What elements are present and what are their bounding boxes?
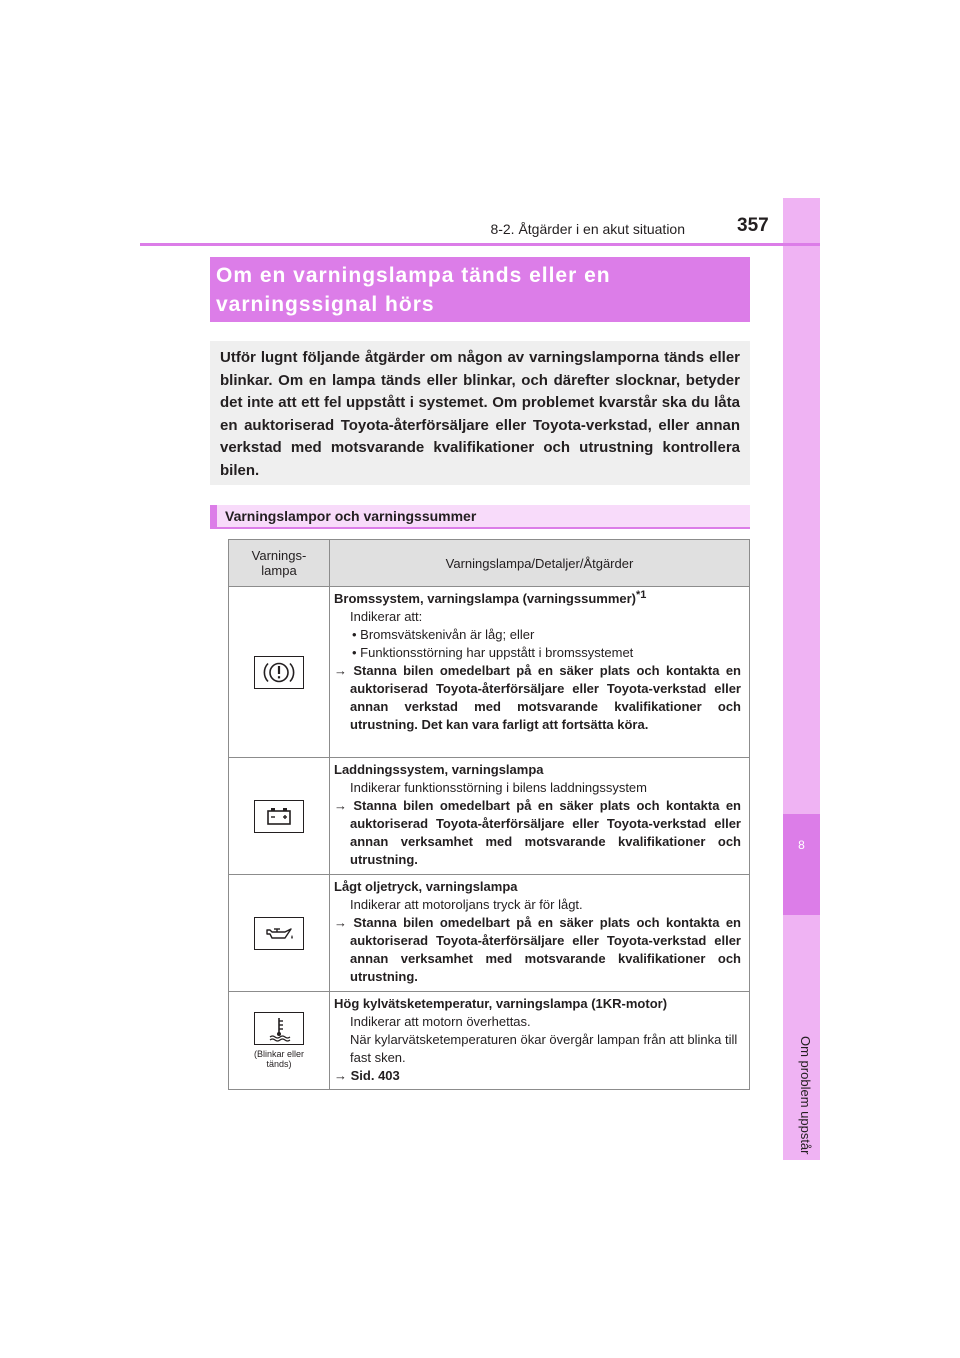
- row-title: Hög kylvätsketemperatur, varningslampa (1KR-motor): [334, 996, 668, 1011]
- table-header-row: [229, 540, 750, 587]
- main-heading: [210, 257, 750, 322]
- arrow: →: [334, 798, 347, 813]
- row-title: Laddningssystem, varningslampa: [334, 762, 544, 777]
- table-row: [229, 992, 750, 1090]
- oil-pressure-icon: [254, 917, 304, 950]
- row-note: När kylarvätsketemperaturen ökar övergår lampan från att blinka till fast sken.: [350, 1032, 738, 1065]
- table-row: [229, 875, 750, 992]
- row-indicates: Indikerar att motoroljans tryck är för lågt.: [350, 897, 583, 912]
- arrow: →: [334, 915, 347, 930]
- chapter-title: Om problem uppstår: [798, 1036, 813, 1155]
- row-action: → Stanna bilen omedelbart på en säker plats och kontakta en auktoriserad Toyota-återförsäljare eller Toyota-verkstad eller annan verkstad med motsvarande kvalifikationer och utrustning. Det kan vara farligt att fortsätta köra.: [334, 663, 741, 732]
- row-action: → Stanna bilen omedelbart på en säker plats och kontakta en auktoriserad Toyota-återförsäljare eller Toyota-verkstad eller annan verksamhet med motsvarande kvalifikationer och utrustning.: [334, 915, 741, 984]
- table-row: [229, 758, 750, 875]
- table-header-details: Varningslampa/Detaljer/Åtgärder: [330, 540, 750, 587]
- header-rule: [140, 243, 820, 246]
- page-reference: → Sid. 403: [334, 1068, 400, 1083]
- row-indicates: Indikerar att motorn överhettas.: [350, 1014, 531, 1029]
- intro-text: Utför lugnt följande åtgärder om någon av varningslamporna tänds eller blinkar. Om en lampa tänds eller blinkar, och därefter slocknar, betyder det inte att ett fel uppstått i systemet. Om problemet kvarstår ska du låta en auktoriserad Toyota-återförsäljare eller Toyota-verkstad, eller annan verkstad med motsvarande kvalifikationer och utrustning kontrollera bilen.: [220, 349, 740, 479]
- row-title: Bromssystem, varningslampa (varningssummer)$^{*1}$: [334, 589, 647, 606]
- subheading-bar: [210, 505, 217, 529]
- details-cell: [330, 992, 750, 1090]
- intro-box: [210, 341, 750, 485]
- main-heading-line-1: Om en varningslampa tänds eller en: [216, 264, 611, 287]
- coolant-temperature-icon: [254, 1012, 304, 1045]
- section-title: 8-2. Åtgärder i en akut situation: [490, 221, 685, 237]
- lamp-cell: [229, 587, 330, 758]
- footnote-mark: *1: [636, 589, 647, 601]
- chapter-number: 8: [798, 838, 805, 852]
- row-action: → Stanna bilen omedelbart på en säker plats och kontakta en auktoriserad Toyota-återförsäljare eller Toyota-verkstad eller annan verksamhet med motsvarande kvalifikationer och utrustning.: [334, 798, 741, 867]
- battery-charge-icon: [254, 800, 304, 833]
- arrow: →: [334, 663, 347, 678]
- brake-warning-icon: [254, 656, 304, 689]
- lamp-cell: [229, 758, 330, 875]
- row-indicates: Indikerar att:: [350, 609, 423, 624]
- main-heading-line-2: varningssignal hörs: [216, 293, 435, 316]
- chapter-number-box: [783, 814, 820, 915]
- table-row: [229, 587, 750, 758]
- table-header-lamp: Varnings- lampa: [229, 540, 330, 587]
- arrow: →: [334, 1068, 347, 1083]
- lamp-cell: [229, 992, 330, 1090]
- details-cell: [330, 875, 750, 992]
- details-cell: [330, 587, 750, 758]
- row-bullet: • Bromsvätskenivån är låg; eller: [352, 627, 535, 642]
- subheading: [210, 505, 750, 529]
- page-number: 357: [737, 215, 769, 236]
- chapter-side-tab: [783, 198, 820, 1160]
- warning-lamp-table: [228, 539, 750, 1090]
- details-cell: [330, 758, 750, 875]
- row-indicates: Indikerar funktionsstörning i bilens laddningssystem: [350, 780, 647, 795]
- row-title: Lågt oljetryck, varningslampa: [334, 879, 518, 894]
- subheading-text: Varningslampor och varningssummer: [225, 508, 477, 524]
- lamp-cell: [229, 875, 330, 992]
- row-bullet: • Funktionsstörning har uppstått i bromssystemet: [352, 645, 634, 660]
- icon-caption: (Blinkar eller tänds): [253, 1049, 304, 1069]
